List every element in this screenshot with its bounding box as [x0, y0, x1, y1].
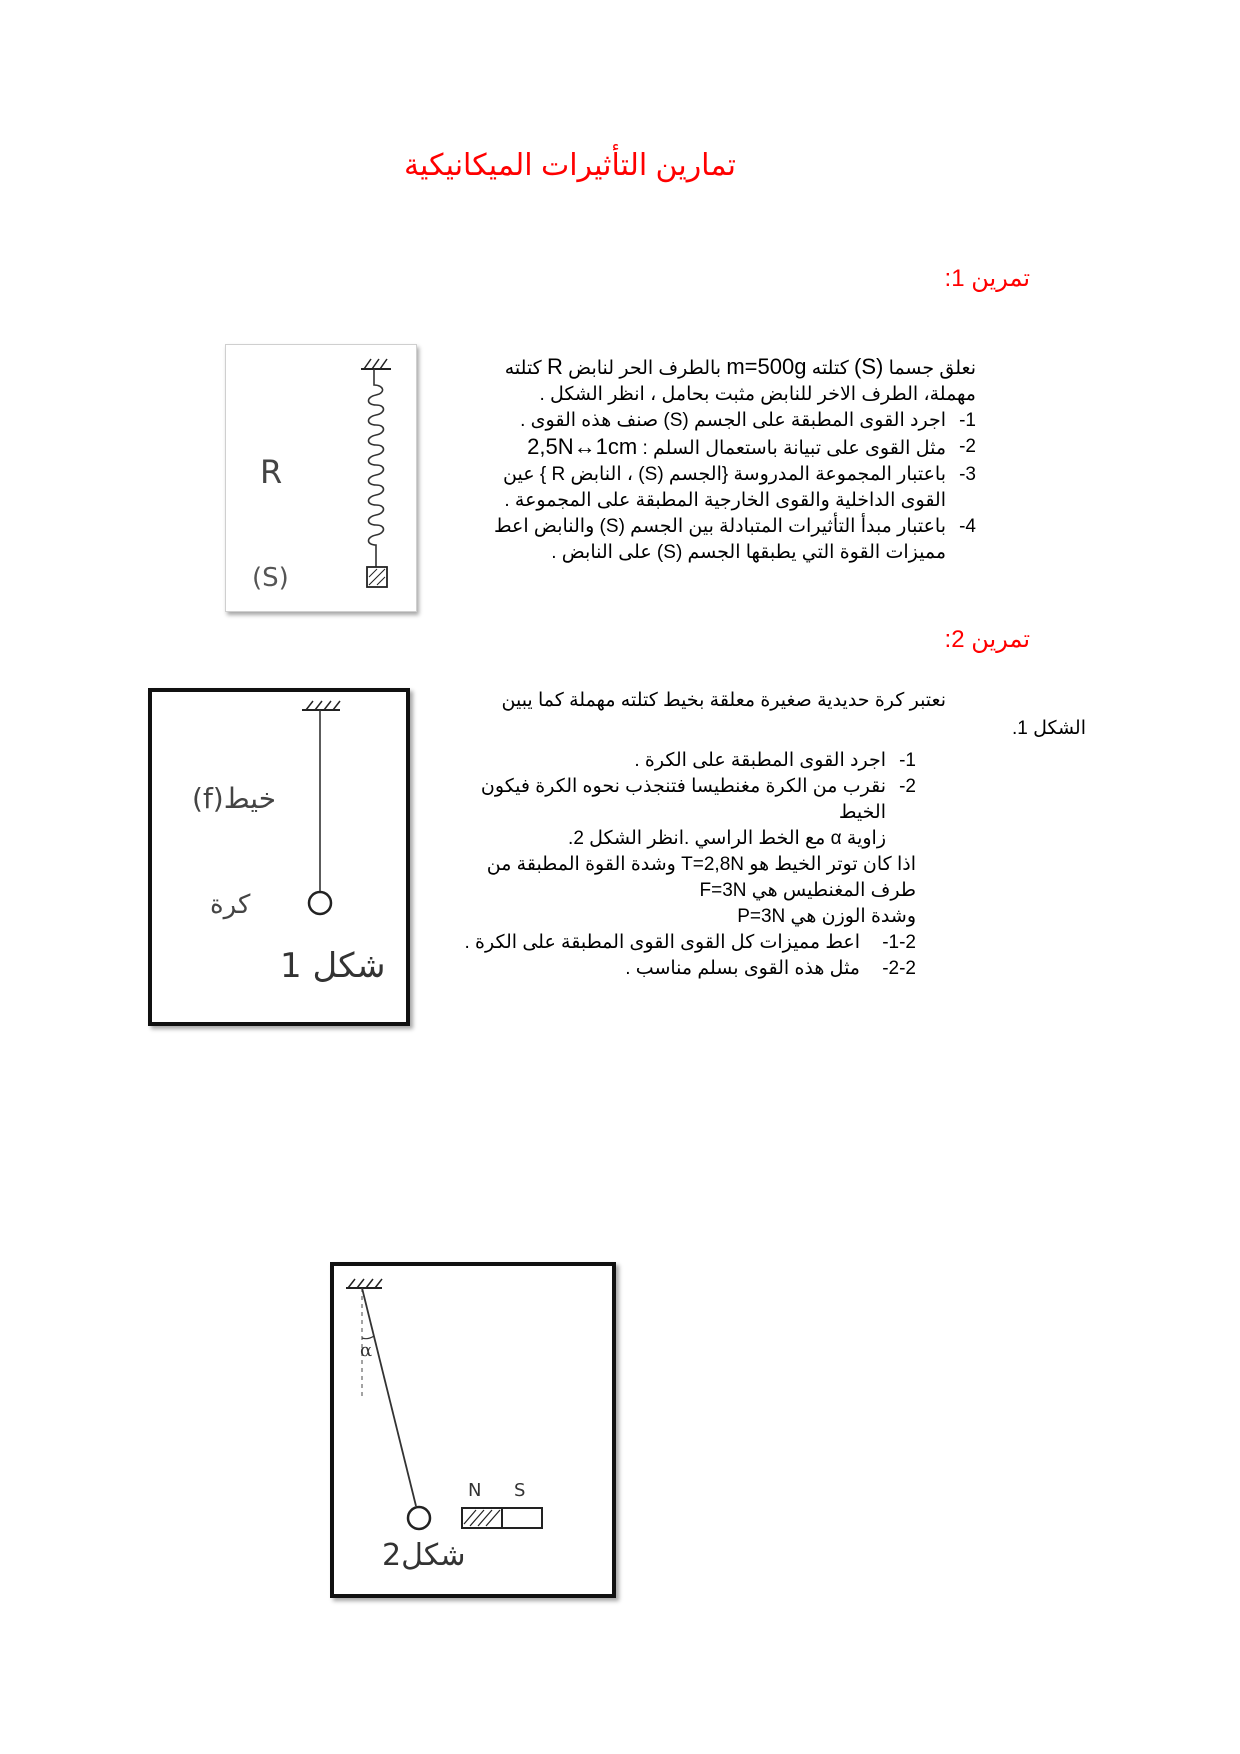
- exercise2-given: اذا كان توتر الخيط هو T=2,8N وشدة القوة المطبقة من طرف المغنطيس هي F=3N وشدة الوزن هي P=3N: [486, 854, 916, 927]
- exercise1-heading: تمرين 1:: [944, 265, 1030, 292]
- exercise1-intro-line1: نعلق جسما (S) كتلته m=500g بالطرف الحر لنابض R كتلته: [504, 354, 976, 379]
- figure2-caption: شكل2: [382, 1538, 466, 1573]
- exercise1-item-2: -2 مثل القوى على تبيانة باستعمال السلم : 2,5N↔1cm: [527, 434, 976, 459]
- magnet-label-S: S: [514, 1480, 526, 1501]
- exercise2-intro-cont: الشكل 1.: [1011, 718, 1086, 739]
- exercise2-figure1: [148, 688, 410, 1026]
- exercise1-item-1: -1 اجرد القوى المطبقة على الجسم (S) صنف هذه القوى .: [520, 410, 976, 431]
- mass-label-S: (S): [252, 563, 289, 593]
- page-title: تمارين التأثيرات الميكانيكية: [403, 149, 737, 182]
- exercise1-figure: [225, 344, 417, 612]
- exercise1-item-4: -4 باعتبار مبدأ التأثيرات المتبادلة بين الجسم (S) والنابض اعط مميزات القوة التي يطبقها الجسم (S) على النابض .: [494, 516, 976, 563]
- ball-label: كرة: [210, 890, 251, 920]
- figure1-caption: شكل 1: [280, 946, 386, 986]
- exercise2-item-2: -2 نقرب من الكرة مغنطيسا فتنجذب نحوه الكرة فيكون الخيط زاوية α مع الخط الراسي .انظر الشكل 2.: [480, 776, 916, 849]
- magnet-label-N: N: [468, 1480, 482, 1501]
- exercise2-subitem-2: -2-2 مثل هذه القوى بسلم مناسب .: [625, 958, 916, 979]
- exercise2-figure2: [330, 1262, 616, 1598]
- exercise2-intro: نعتبر كرة حديدية صغيرة معلقة بخيط كتلته مهملة كما يبين: [501, 690, 946, 711]
- exercise1-item-3: -3 باعتبار المجموعة المدروسة {الجسم (S) ، النابض R } عين القوى الداخلية والقوى الخارجية المطبقة على المجموعة .: [503, 464, 976, 511]
- exercise2-subitem-1: -1-2 اعط مميزات كل القوى القوى المطبقة على الكرة .: [464, 932, 916, 953]
- exercise1-text: [440, 354, 976, 566]
- spring-label-R: R: [260, 453, 283, 491]
- exercise2-item-1: -1 اجرد القوى المطبقة على الكرة .: [634, 750, 916, 771]
- exercise1-intro-line2: مهملة، الطرف الاخر للنابض مثبت بحامل ، انظر الشكل .: [539, 384, 976, 405]
- exercise2-text: [440, 748, 916, 982]
- angle-alpha-label: α: [360, 1340, 373, 1361]
- thread-label: خيط(f): [192, 782, 277, 815]
- pendulum-magnet-diagram: [334, 1266, 612, 1594]
- exercise2-heading: تمرين 2:: [944, 626, 1030, 653]
